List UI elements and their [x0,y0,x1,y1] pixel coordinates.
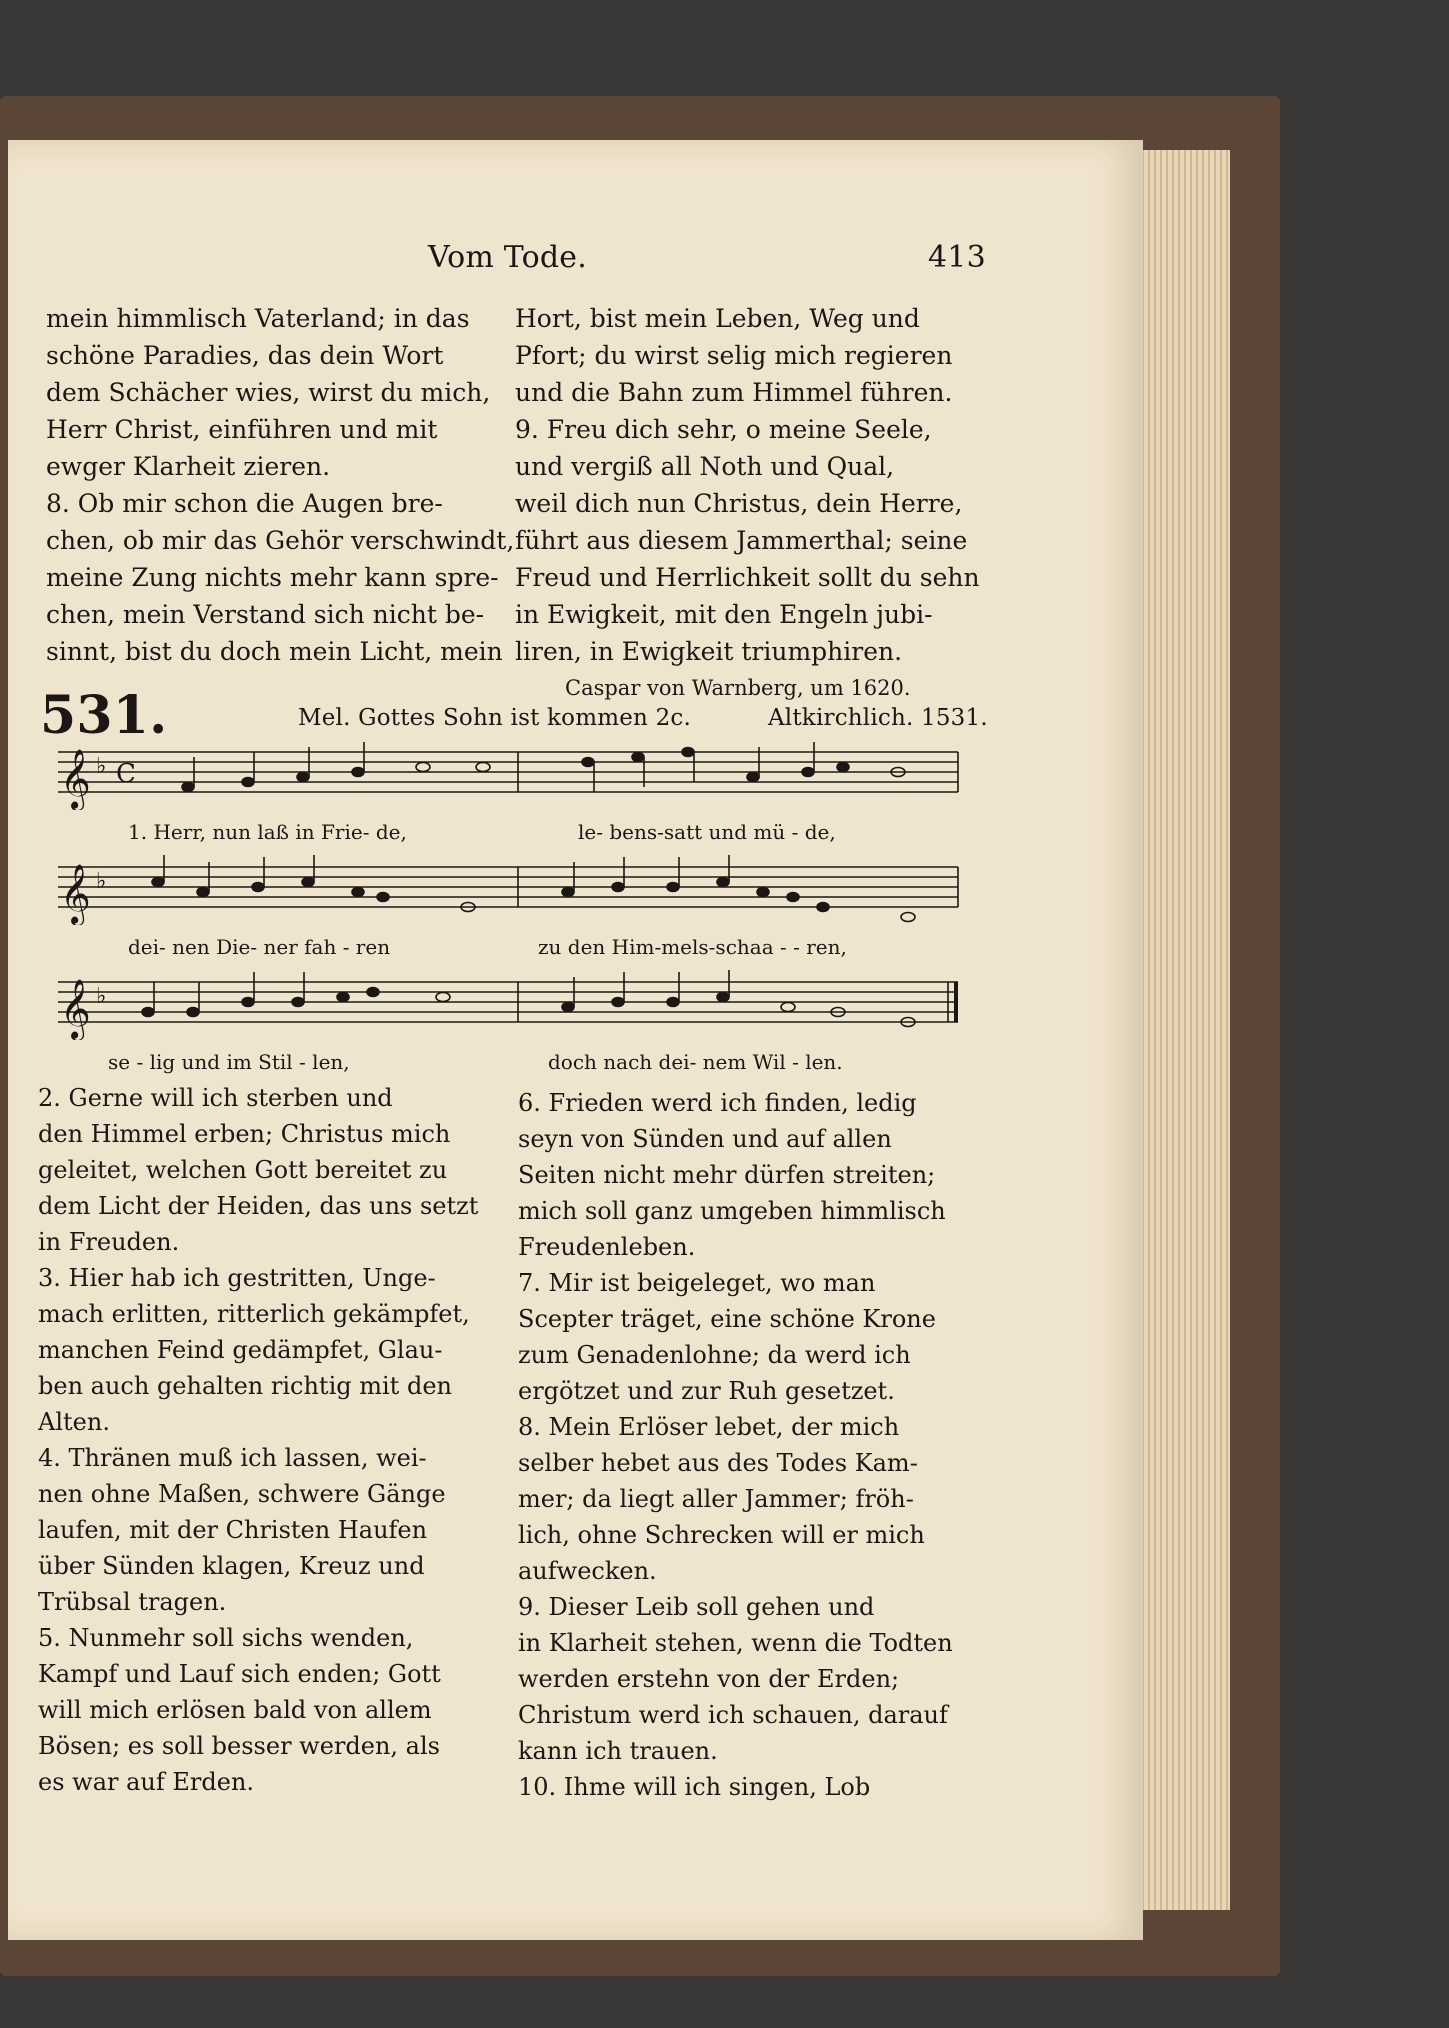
lyric-line: doch nach dei- nem Wil - len. [548,1050,843,1074]
text-line: und vergiß all Noth und Qual, [515,452,895,481]
svg-text:♭: ♭ [96,869,107,894]
text-line: Pfort; du wirst selig mich regieren [515,341,953,370]
text-line: 9. Freu dich sehr, o meine Seele, [515,415,932,444]
text-line: in Freuden. [38,1228,180,1256]
svg-text:♭: ♭ [96,754,107,779]
text-line: Herr Christ, einführen und mit [46,415,438,444]
svg-text:𝄞: 𝄞 [60,749,91,809]
text-line: nen ohne Maßen, schwere Gänge [38,1480,446,1508]
text-line: Alten. [38,1408,110,1436]
text-line: mer; da liegt aller Jammer; fröh- [518,1485,914,1513]
running-head: Vom Tode. [428,240,587,275]
lyric-line: dei- nen Die- ner fah - ren [128,935,391,959]
text-line: schöne Paradies, das dein Wort [46,341,444,370]
text-line: 8. Mein Erlöser lebet, der mich [518,1413,900,1441]
svg-text:𝄞: 𝄞 [60,864,91,924]
text-line: dem Schächer wies, wirst du mich, [46,378,491,407]
text-line: 9. Dieser Leib soll gehen und [518,1593,875,1621]
text-line: ewger Klarheit zieren. [46,452,331,481]
text-line: 10. Ihme will ich singen, Lob [518,1773,871,1801]
text-line: 6. Frieden werd ich finden, ledig [518,1089,917,1117]
text-line: seyn von Sünden und auf allen [518,1125,892,1153]
text-line: Trübsal tragen. [38,1588,227,1616]
text-line: selber hebet aus des Todes Kam- [518,1449,918,1477]
text-line: sinnt, bist du doch mein Licht, mein [46,637,503,666]
lyric-line: le- bens-satt und mü - de, [578,820,836,844]
text-line: über Sünden klagen, Kreuz und [38,1552,425,1580]
svg-text:C: C [116,759,136,789]
text-column-bottom-right [518,1085,988,1805]
text-line: ben auch gehalten richtig mit den [38,1372,452,1400]
text-column-top-right [515,300,985,707]
text-line: mein himmlisch Vaterland; in das [46,304,470,333]
author-attribution: Caspar von Warnberg, um 1620. [565,676,911,700]
text-line: manchen Feind gedämpfet, Glau- [38,1336,443,1364]
text-line: geleitet, welchen Gott bereitet zu [38,1156,448,1184]
text-line: mach erlitten, ritterlich gekämpfet, [38,1300,470,1328]
text-line: ergötzet und zur Ruh gesetzet. [518,1377,895,1405]
text-line: 5. Nunmehr soll sichs wenden, [38,1624,414,1652]
text-line: Freudenleben. [518,1233,696,1261]
text-line: kann ich trauen. [518,1737,718,1765]
text-line: 2. Gerne will ich sterben und [38,1084,393,1112]
text-line: chen, mein Verstand sich nicht be- [46,600,485,629]
music-staff [48,970,968,1040]
text-line: meine Zung nichts mehr kann spre- [46,563,499,592]
text-line: 7. Mir ist beigeleget, wo man [518,1269,876,1297]
text-line: aufwecken. [518,1557,657,1585]
lyric-line: 1. Herr, nun laß in Frie- de, [128,820,407,844]
text-line: Kampf und Lauf sich enden; Gott [38,1660,441,1688]
text-line: es war auf Erden. [38,1768,255,1796]
text-line: Freud und Herrlichkeit sollt du sehn [515,563,980,592]
text-line: liren, in Ewigkeit triumphiren. [515,637,903,666]
text-line: in Klarheit stehen, wenn die Todten [518,1629,953,1657]
text-line: mich soll ganz umgeben himmlisch [518,1197,946,1225]
text-line: 3. Hier hab ich gestritten, Unge- [38,1264,436,1292]
svg-text:𝄞: 𝄞 [60,979,91,1039]
text-column-bottom-left [38,1080,508,1800]
lyric-line: se - lig und im Stil - len, [108,1050,350,1074]
text-line: Bösen; es soll besser werden, als [38,1732,440,1760]
text-line: zum Genadenlohne; da werd ich [518,1341,911,1369]
text-line: den Himmel erben; Christus mich [38,1120,451,1148]
music-staff [48,855,968,925]
text-line: laufen, mit der Christen Haufen [38,1516,428,1544]
text-line: 8. Ob mir schon die Augen bre- [46,489,443,518]
text-line: Seiten nicht mehr dürfen streiten; [518,1161,936,1189]
text-column-top-left [46,300,516,670]
hymn-number: 531. [40,685,168,746]
text-line: will mich erlösen bald von allem [38,1696,432,1724]
music-staff [48,740,968,810]
page-number: 413 [928,240,986,275]
text-line: dem Licht der Heiden, das uns setzt [38,1192,479,1220]
text-line: weil dich nun Christus, dein Herre, [515,489,963,518]
text-line: Hort, bist mein Leben, Weg und [515,304,920,333]
text-line: 4. Thränen muß ich lassen, wei- [38,1444,427,1472]
text-line: Scepter träget, eine schöne Krone [518,1305,936,1333]
lyric-line: zu den Him-mels-schaa - - ren, [538,935,847,959]
melody-reference: Mel. Gottes Sohn ist kommen 2c. [298,705,691,731]
text-line: und die Bahn zum Himmel führen. [515,378,953,407]
text-line: führt aus diesem Jammerthal; seine [515,526,968,555]
text-line: chen, ob mir das Gehör verschwindt, [46,526,515,555]
text-line: werden erstehn von der Erden; [518,1665,900,1693]
text-line: Christum werd ich schauen, darauf [518,1701,948,1729]
svg-text:♭: ♭ [96,984,107,1009]
text-line: lich, ohne Schrecken will er mich [518,1521,925,1549]
text-line: in Ewigkeit, mit den Engeln jubi- [515,600,933,629]
melody-source: Altkirchlich. 1531. [768,705,988,731]
book-page [8,140,1143,1940]
